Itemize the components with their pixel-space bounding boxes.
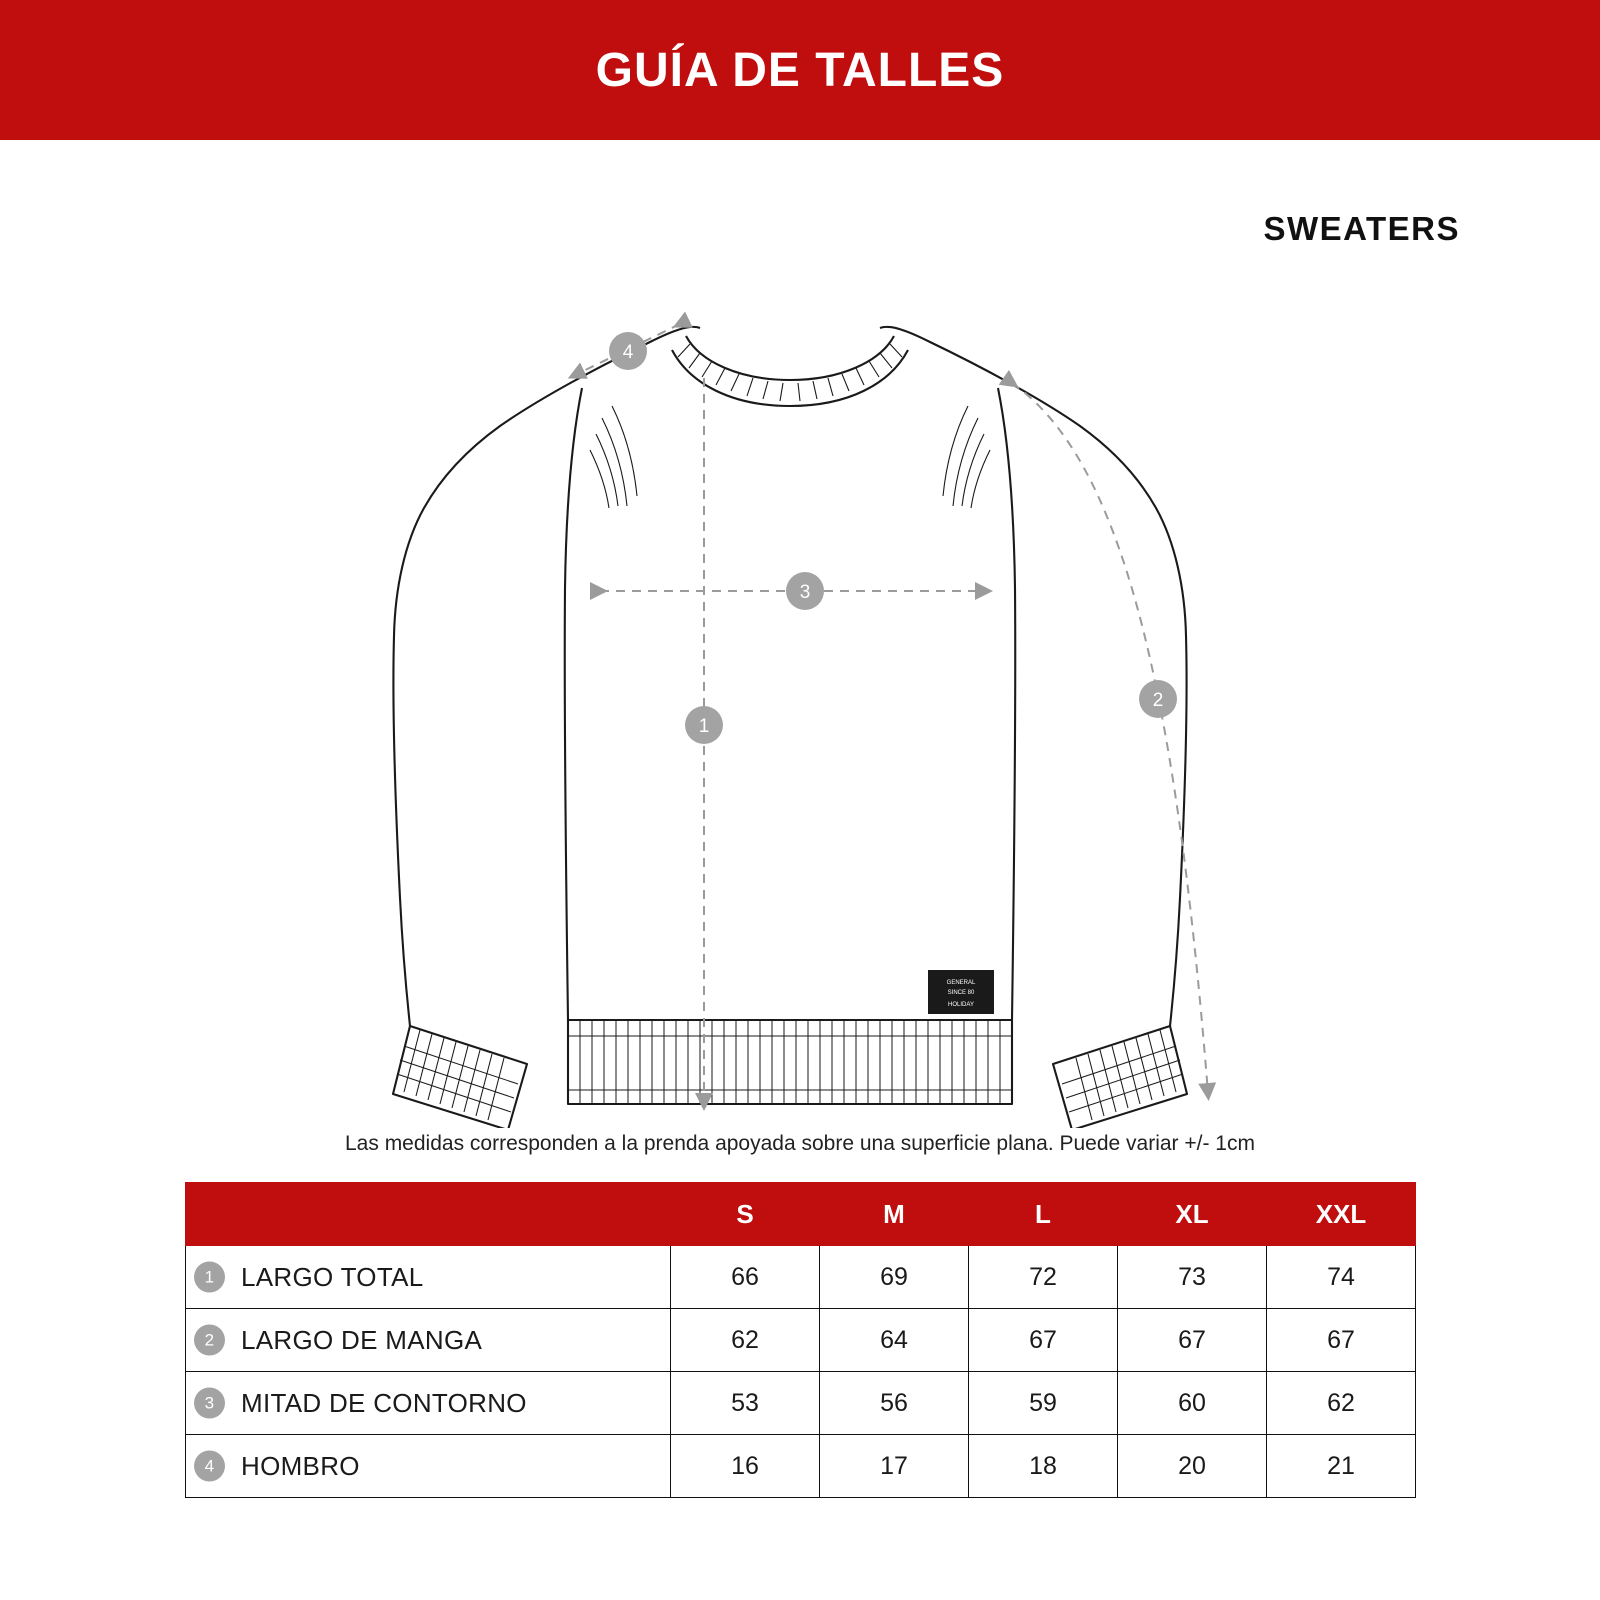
svg-text:2: 2: [1152, 690, 1164, 711]
cell-largo-manga-s: 62: [671, 1309, 820, 1372]
row-label-text: MITAD DE CONTORNO: [241, 1387, 527, 1418]
svg-text:SINCE 80: SINCE 80: [947, 990, 975, 996]
row-badge-4: 4: [194, 1451, 225, 1482]
cell-largo-manga-xxl: 67: [1267, 1309, 1416, 1372]
svg-text:3: 3: [799, 582, 811, 603]
page-title: GUÍA DE TALLES: [595, 43, 1005, 97]
cell-mitad-contorno-xxl: 62: [1267, 1372, 1416, 1435]
row-badge-1: 1: [194, 1262, 225, 1293]
marker-1: [685, 706, 723, 744]
row-label-text: LARGO DE MANGA: [241, 1324, 483, 1355]
row-label-largo-de-manga: [186, 1309, 671, 1372]
table-header-s: S: [671, 1183, 820, 1246]
marker-2: [1139, 680, 1177, 718]
row-label-hombro: [186, 1435, 671, 1498]
row-badge-3: 3: [194, 1388, 225, 1419]
svg-text:GENERAL: GENERAL: [946, 980, 976, 986]
cell-largo-manga-l: 67: [969, 1309, 1118, 1372]
svg-text:1: 1: [698, 716, 710, 737]
row-label-mitad-de-contorno: [186, 1372, 671, 1435]
table-row: [186, 1309, 1416, 1372]
cell-largo-total-l: 72: [969, 1246, 1118, 1309]
cell-hombro-m: 17: [820, 1435, 969, 1498]
table-header-m: M: [820, 1183, 969, 1246]
cell-mitad-contorno-m: 56: [820, 1372, 969, 1435]
garment-illustration: [0, 258, 1600, 1128]
cell-largo-total-xxl: 74: [1267, 1246, 1416, 1309]
table-header-l: L: [969, 1183, 1118, 1246]
cell-mitad-contorno-l: 59: [969, 1372, 1118, 1435]
svg-text:4: 4: [622, 342, 634, 363]
cell-hombro-xxl: 21: [1267, 1435, 1416, 1498]
cell-largo-manga-m: 64: [820, 1309, 969, 1372]
table-header-row: [186, 1183, 1416, 1246]
table-row: [186, 1246, 1416, 1309]
measurement-note: Las medidas corresponden a la prenda apoyada sobre una superficie plana. Puede variar +/- 1cm: [345, 1132, 1255, 1155]
size-table: [185, 1182, 1416, 1498]
size-table-wrap: [185, 1182, 1415, 1498]
cell-largo-total-s: 66: [671, 1246, 820, 1309]
svg-text:HOLIDAY: HOLIDAY: [948, 1002, 974, 1008]
table-header-blank: [186, 1183, 671, 1246]
marker-4: [609, 332, 647, 370]
cell-largo-total-m: 69: [820, 1246, 969, 1309]
cell-mitad-contorno-s: 53: [671, 1372, 820, 1435]
row-label-largo-total: [186, 1246, 671, 1309]
row-badge-2: 2: [194, 1325, 225, 1356]
category-row: [0, 140, 1600, 248]
cell-hombro-l: 18: [969, 1435, 1118, 1498]
cell-largo-manga-xl: 67: [1118, 1309, 1267, 1372]
cell-mitad-contorno-xl: 60: [1118, 1372, 1267, 1435]
row-label-text: HOMBRO: [241, 1450, 360, 1481]
table-header-xl: XL: [1118, 1183, 1267, 1246]
cell-hombro-xl: 20: [1118, 1435, 1267, 1498]
table-header-xxl: XXL: [1267, 1183, 1416, 1246]
row-label-text: LARGO TOTAL: [241, 1261, 424, 1292]
marker-3: [786, 572, 824, 610]
cell-hombro-s: 16: [671, 1435, 820, 1498]
category-title: SWEATERS: [1263, 210, 1460, 247]
cell-largo-total-xl: 73: [1118, 1246, 1267, 1309]
header-bar: [0, 0, 1600, 140]
brand-label-tag: [928, 970, 994, 1014]
table-row: [186, 1372, 1416, 1435]
table-row: [186, 1435, 1416, 1498]
